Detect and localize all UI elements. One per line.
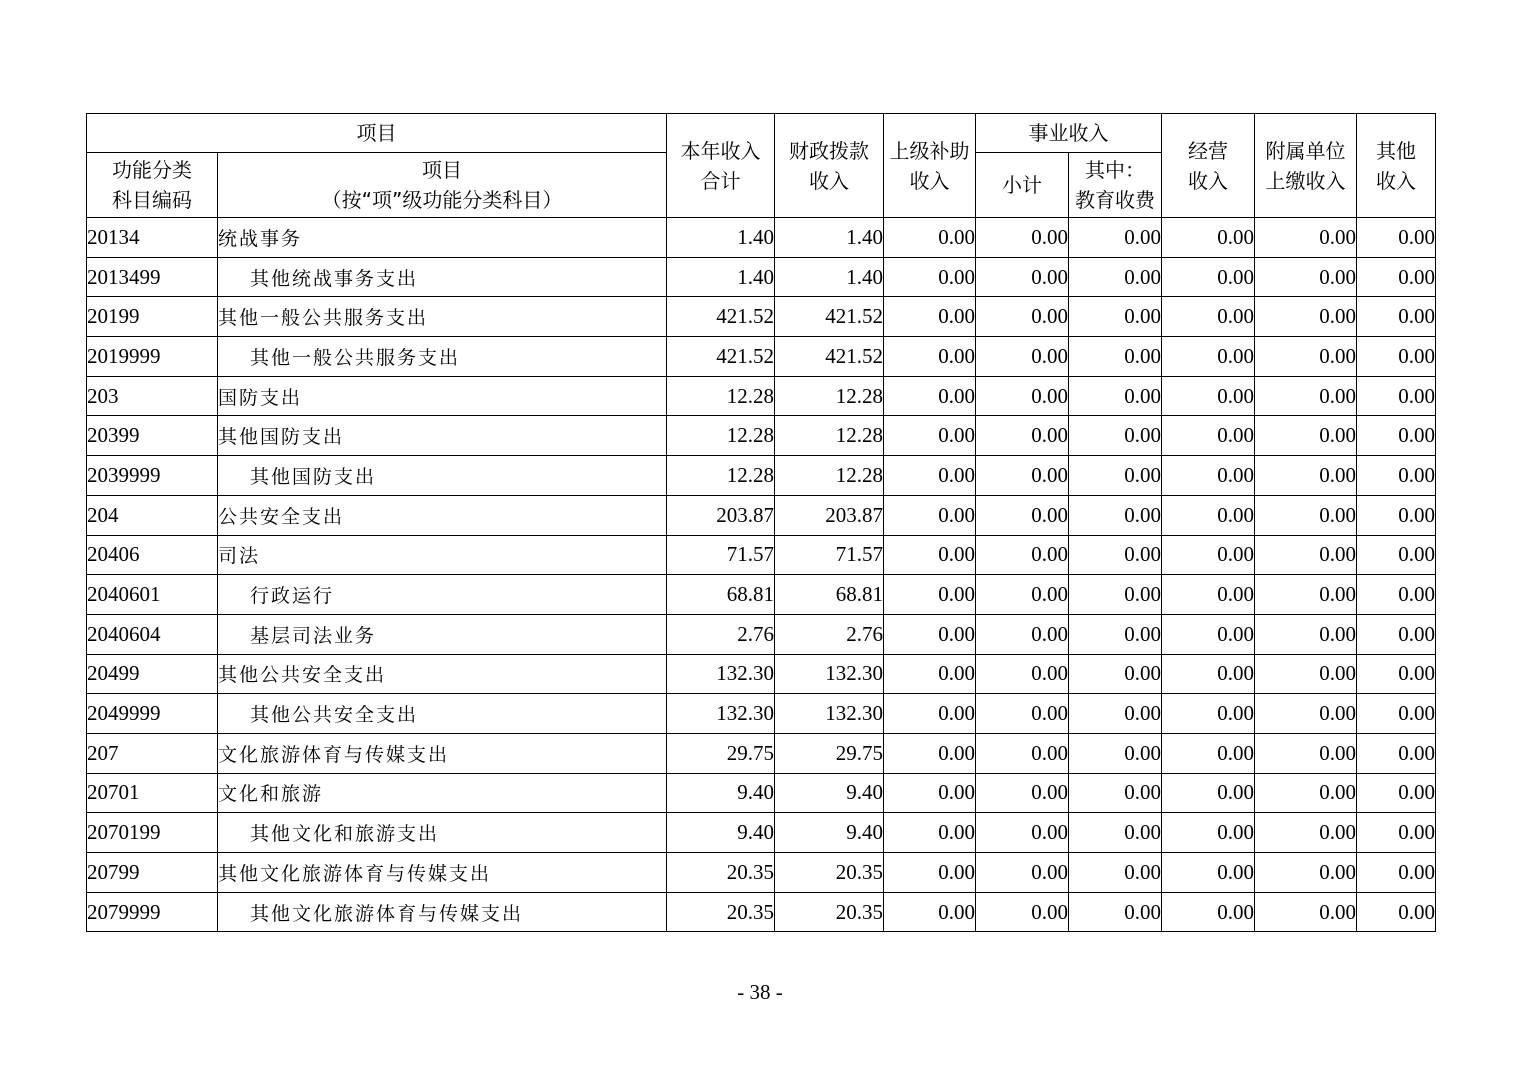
- table-row: [87, 416, 1436, 456]
- table-row: [87, 376, 1436, 416]
- cell-subtotal: 0.00: [976, 416, 1069, 456]
- cell-name: 国防支出: [218, 376, 667, 416]
- cell-superior: 0.00: [884, 654, 976, 694]
- cell-operating: 0.00: [1162, 297, 1255, 337]
- cell-affiliate: 0.00: [1255, 337, 1357, 377]
- table-row: [87, 813, 1436, 853]
- cell-total: 68.81: [667, 575, 775, 615]
- cell-affiliate: 0.00: [1255, 535, 1357, 575]
- cell-fiscal: 9.40: [775, 813, 884, 853]
- cell-subtotal: 0.00: [976, 575, 1069, 615]
- cell-superior: 0.00: [884, 297, 976, 337]
- cell-other: 0.00: [1357, 813, 1436, 853]
- cell-name: 其他一般公共服务支出: [218, 337, 667, 377]
- cell-superior: 0.00: [884, 416, 976, 456]
- cell-code: 20134: [87, 218, 218, 258]
- cell-total: 132.30: [667, 654, 775, 694]
- page-number: - 38 -: [737, 980, 783, 1004]
- cell-fiscal: 12.28: [775, 416, 884, 456]
- cell-operating: 0.00: [1162, 535, 1255, 575]
- cell-superior: 0.00: [884, 495, 976, 535]
- cell-other: 0.00: [1357, 694, 1436, 734]
- table-row: [87, 535, 1436, 575]
- cell-edu: 0.00: [1069, 654, 1162, 694]
- cell-fiscal: 421.52: [775, 337, 884, 377]
- fiscal-income-header: 财政拨款 收入: [775, 114, 884, 218]
- name-header: 项目 （按“项”级功能分类科目）: [218, 153, 667, 218]
- cell-edu: 0.00: [1069, 535, 1162, 575]
- table-row: [87, 337, 1436, 377]
- income-budget-table: [86, 113, 1436, 932]
- cell-operating: 0.00: [1162, 376, 1255, 416]
- cell-subtotal: 0.00: [976, 376, 1069, 416]
- cell-other: 0.00: [1357, 337, 1436, 377]
- cell-operating: 0.00: [1162, 853, 1255, 893]
- cell-subtotal: 0.00: [976, 892, 1069, 932]
- cell-operating: 0.00: [1162, 892, 1255, 932]
- cell-edu: 0.00: [1069, 853, 1162, 893]
- cell-affiliate: 0.00: [1255, 892, 1357, 932]
- cell-affiliate: 0.00: [1255, 218, 1357, 258]
- table-row: [87, 773, 1436, 813]
- table-row: [87, 297, 1436, 337]
- cell-operating: 0.00: [1162, 614, 1255, 654]
- cell-operating: 0.00: [1162, 773, 1255, 813]
- cell-code: 2040604: [87, 614, 218, 654]
- cell-operating: 0.00: [1162, 218, 1255, 258]
- cell-fiscal: 132.30: [775, 694, 884, 734]
- cell-affiliate: 0.00: [1255, 416, 1357, 456]
- cell-subtotal: 0.00: [976, 773, 1069, 813]
- cell-affiliate: 0.00: [1255, 773, 1357, 813]
- cell-edu: 0.00: [1069, 614, 1162, 654]
- cell-fiscal: 68.81: [775, 575, 884, 615]
- cell-total: 9.40: [667, 813, 775, 853]
- cell-subtotal: 0.00: [976, 654, 1069, 694]
- cell-edu: 0.00: [1069, 218, 1162, 258]
- cell-total: 20.35: [667, 853, 775, 893]
- cell-other: 0.00: [1357, 773, 1436, 813]
- cell-subtotal: 0.00: [976, 297, 1069, 337]
- item-group-header: 项目: [87, 114, 667, 153]
- cell-code: 203: [87, 376, 218, 416]
- cell-subtotal: 0.00: [976, 733, 1069, 773]
- cell-code: 2019999: [87, 337, 218, 377]
- cell-edu: 0.00: [1069, 257, 1162, 297]
- cell-superior: 0.00: [884, 575, 976, 615]
- cell-code: 207: [87, 733, 218, 773]
- affiliate-income-header: 附属单位 上缴收入: [1255, 114, 1357, 218]
- cell-subtotal: 0.00: [976, 218, 1069, 258]
- cell-name: 其他统战事务支出: [218, 257, 667, 297]
- cell-name: 其他国防支出: [218, 456, 667, 496]
- cell-fiscal: 203.87: [775, 495, 884, 535]
- table-row: [87, 257, 1436, 297]
- cell-edu: 0.00: [1069, 575, 1162, 615]
- code-header: 功能分类 科目编码: [87, 153, 218, 218]
- cell-affiliate: 0.00: [1255, 456, 1357, 496]
- cell-superior: 0.00: [884, 337, 976, 377]
- table-row: [87, 853, 1436, 893]
- cell-affiliate: 0.00: [1255, 694, 1357, 734]
- cell-total: 421.52: [667, 337, 775, 377]
- edu-fees-header: 其中： 教育收费: [1069, 153, 1162, 218]
- total-income-header: 本年收入 合计: [667, 114, 775, 218]
- cell-superior: 0.00: [884, 733, 976, 773]
- cell-edu: 0.00: [1069, 733, 1162, 773]
- cell-other: 0.00: [1357, 495, 1436, 535]
- cell-code: 20399: [87, 416, 218, 456]
- table-row: [87, 495, 1436, 535]
- cell-name: 其他一般公共服务支出: [218, 297, 667, 337]
- cell-other: 0.00: [1357, 456, 1436, 496]
- cell-subtotal: 0.00: [976, 456, 1069, 496]
- cell-name: 文化旅游体育与传媒支出: [218, 733, 667, 773]
- cell-total: 71.57: [667, 535, 775, 575]
- cell-superior: 0.00: [884, 376, 976, 416]
- cell-total: 29.75: [667, 733, 775, 773]
- table-row: [87, 694, 1436, 734]
- cell-affiliate: 0.00: [1255, 733, 1357, 773]
- cell-fiscal: 20.35: [775, 892, 884, 932]
- cell-name: 统战事务: [218, 218, 667, 258]
- cell-edu: 0.00: [1069, 495, 1162, 535]
- cell-subtotal: 0.00: [976, 337, 1069, 377]
- cell-operating: 0.00: [1162, 813, 1255, 853]
- cell-operating: 0.00: [1162, 694, 1255, 734]
- cell-operating: 0.00: [1162, 495, 1255, 535]
- cell-other: 0.00: [1357, 218, 1436, 258]
- cell-fiscal: 71.57: [775, 535, 884, 575]
- cell-subtotal: 0.00: [976, 257, 1069, 297]
- cell-affiliate: 0.00: [1255, 257, 1357, 297]
- cell-subtotal: 0.00: [976, 495, 1069, 535]
- cell-code: 20701: [87, 773, 218, 813]
- cell-code: 2049999: [87, 694, 218, 734]
- cell-edu: 0.00: [1069, 813, 1162, 853]
- cell-name: 行政运行: [218, 575, 667, 615]
- cell-other: 0.00: [1357, 535, 1436, 575]
- table-row: [87, 654, 1436, 694]
- cell-name: 基层司法业务: [218, 614, 667, 654]
- cell-superior: 0.00: [884, 853, 976, 893]
- cell-total: 12.28: [667, 456, 775, 496]
- cell-total: 1.40: [667, 218, 775, 258]
- cell-name: 其他公共安全支出: [218, 694, 667, 734]
- cell-subtotal: 0.00: [976, 535, 1069, 575]
- cell-edu: 0.00: [1069, 456, 1162, 496]
- cell-fiscal: 421.52: [775, 297, 884, 337]
- cell-affiliate: 0.00: [1255, 813, 1357, 853]
- cell-edu: 0.00: [1069, 773, 1162, 813]
- cell-total: 20.35: [667, 892, 775, 932]
- cell-code: 20406: [87, 535, 218, 575]
- cell-name: 其他公共安全支出: [218, 654, 667, 694]
- cell-operating: 0.00: [1162, 456, 1255, 496]
- cell-fiscal: 9.40: [775, 773, 884, 813]
- cell-other: 0.00: [1357, 297, 1436, 337]
- cell-name: 其他文化旅游体育与传媒支出: [218, 853, 667, 893]
- cell-fiscal: 12.28: [775, 456, 884, 496]
- cell-total: 203.87: [667, 495, 775, 535]
- cell-subtotal: 0.00: [976, 614, 1069, 654]
- cell-affiliate: 0.00: [1255, 376, 1357, 416]
- cell-fiscal: 1.40: [775, 257, 884, 297]
- cell-total: 12.28: [667, 416, 775, 456]
- cell-fiscal: 20.35: [775, 853, 884, 893]
- cell-other: 0.00: [1357, 892, 1436, 932]
- cell-superior: 0.00: [884, 773, 976, 813]
- cell-total: 1.40: [667, 257, 775, 297]
- cell-affiliate: 0.00: [1255, 853, 1357, 893]
- cell-code: 204: [87, 495, 218, 535]
- cell-name: 其他文化旅游体育与传媒支出: [218, 892, 667, 932]
- cell-edu: 0.00: [1069, 337, 1162, 377]
- cell-edu: 0.00: [1069, 892, 1162, 932]
- cell-edu: 0.00: [1069, 376, 1162, 416]
- cell-total: 2.76: [667, 614, 775, 654]
- cell-subtotal: 0.00: [976, 853, 1069, 893]
- subtotal-header: 小计: [976, 153, 1069, 218]
- other-income-header: 其他 收入: [1357, 114, 1436, 218]
- cell-name: 其他文化和旅游支出: [218, 813, 667, 853]
- cell-operating: 0.00: [1162, 654, 1255, 694]
- cell-other: 0.00: [1357, 654, 1436, 694]
- table-row: [87, 218, 1436, 258]
- cell-superior: 0.00: [884, 813, 976, 853]
- cell-code: 2040601: [87, 575, 218, 615]
- table-header: [87, 114, 1436, 218]
- cell-edu: 0.00: [1069, 416, 1162, 456]
- table-row: [87, 892, 1436, 932]
- cell-edu: 0.00: [1069, 694, 1162, 734]
- cell-name: 公共安全支出: [218, 495, 667, 535]
- table-body: [87, 218, 1436, 932]
- cell-name: 司法: [218, 535, 667, 575]
- cell-other: 0.00: [1357, 733, 1436, 773]
- cell-operating: 0.00: [1162, 733, 1255, 773]
- cell-fiscal: 132.30: [775, 654, 884, 694]
- operating-income-header: 经营 收入: [1162, 114, 1255, 218]
- cell-other: 0.00: [1357, 257, 1436, 297]
- cell-total: 132.30: [667, 694, 775, 734]
- cell-affiliate: 0.00: [1255, 614, 1357, 654]
- table-row: [87, 614, 1436, 654]
- cell-operating: 0.00: [1162, 575, 1255, 615]
- cell-total: 12.28: [667, 376, 775, 416]
- cell-superior: 0.00: [884, 694, 976, 734]
- cell-total: 9.40: [667, 773, 775, 813]
- cell-code: 2013499: [87, 257, 218, 297]
- cell-fiscal: 1.40: [775, 218, 884, 258]
- cell-code: 20799: [87, 853, 218, 893]
- superior-subsidy-header: 上级补助 收入: [884, 114, 976, 218]
- cell-name: 其他国防支出: [218, 416, 667, 456]
- table-row: [87, 575, 1436, 615]
- cell-edu: 0.00: [1069, 297, 1162, 337]
- cell-code: 20199: [87, 297, 218, 337]
- cell-total: 421.52: [667, 297, 775, 337]
- cell-superior: 0.00: [884, 892, 976, 932]
- cell-affiliate: 0.00: [1255, 495, 1357, 535]
- cell-superior: 0.00: [884, 257, 976, 297]
- cell-superior: 0.00: [884, 456, 976, 496]
- cell-operating: 0.00: [1162, 257, 1255, 297]
- cell-superior: 0.00: [884, 535, 976, 575]
- cell-other: 0.00: [1357, 376, 1436, 416]
- cell-operating: 0.00: [1162, 416, 1255, 456]
- cell-fiscal: 2.76: [775, 614, 884, 654]
- cell-name: 文化和旅游: [218, 773, 667, 813]
- cell-superior: 0.00: [884, 218, 976, 258]
- cell-other: 0.00: [1357, 853, 1436, 893]
- cell-code: 20499: [87, 654, 218, 694]
- cell-other: 0.00: [1357, 614, 1436, 654]
- cell-fiscal: 12.28: [775, 376, 884, 416]
- cell-code: 2079999: [87, 892, 218, 932]
- cell-fiscal: 29.75: [775, 733, 884, 773]
- table-row: [87, 733, 1436, 773]
- cell-affiliate: 0.00: [1255, 654, 1357, 694]
- cell-superior: 0.00: [884, 614, 976, 654]
- cell-other: 0.00: [1357, 575, 1436, 615]
- cell-subtotal: 0.00: [976, 694, 1069, 734]
- cell-code: 2070199: [87, 813, 218, 853]
- cell-other: 0.00: [1357, 416, 1436, 456]
- cell-subtotal: 0.00: [976, 813, 1069, 853]
- table-row: [87, 456, 1436, 496]
- cell-code: 2039999: [87, 456, 218, 496]
- cell-affiliate: 0.00: [1255, 575, 1357, 615]
- cell-affiliate: 0.00: [1255, 297, 1357, 337]
- business-income-header: 事业收入: [976, 114, 1162, 153]
- cell-operating: 0.00: [1162, 337, 1255, 377]
